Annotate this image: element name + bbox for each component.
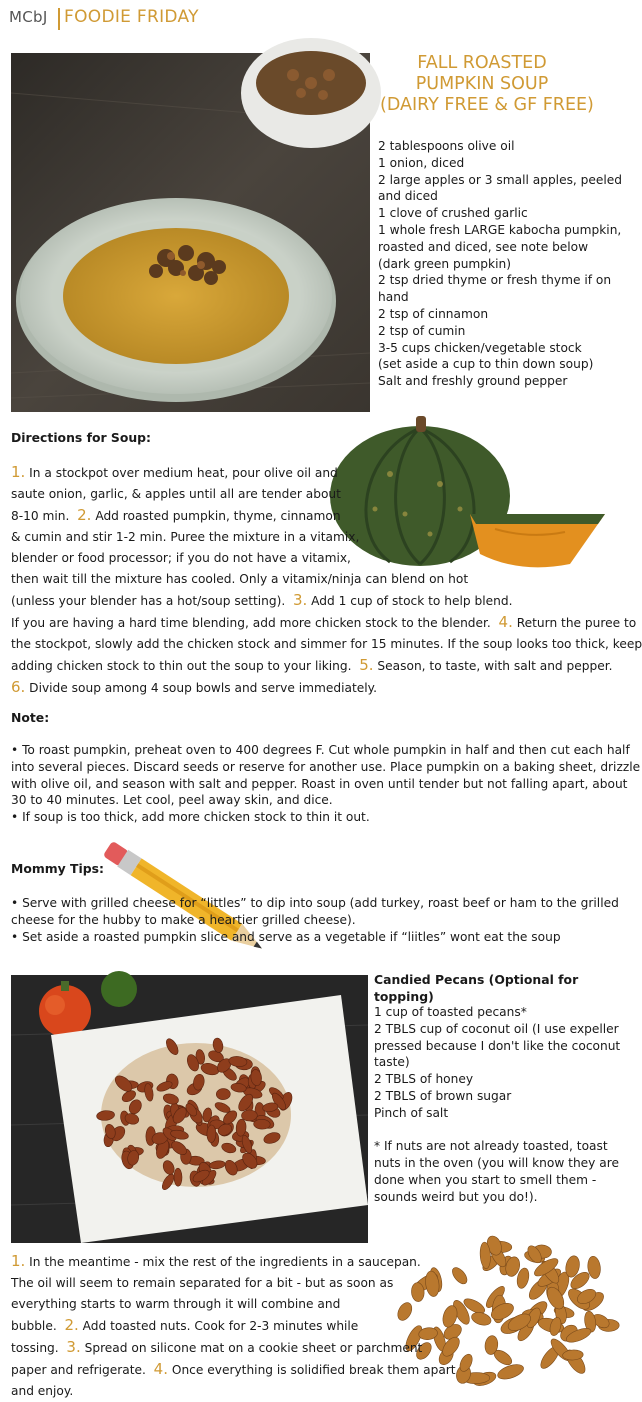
title-line-1: FALL ROASTED — [417, 53, 547, 73]
brand-name: MCbJ — [9, 8, 48, 26]
text-line — [11, 569, 609, 590]
header-divider — [58, 8, 60, 30]
pecan-icon — [470, 1310, 493, 1327]
recipe-title — [380, 53, 594, 116]
ingredient-line: 3-5 cups chicken/vegetable stock — [378, 340, 582, 355]
step-text: saute onion, garlic, & apples until all are tender about — [11, 487, 341, 501]
note-line: into several pieces. Discard seeds or reserve for another use. Place pumpkin on a baking sheet, drizzle — [11, 759, 641, 774]
step-text: If you are having a hard time blending, add more chicken stock to the blender. — [11, 616, 499, 630]
directions-body — [11, 462, 642, 699]
step-number: 2. — [77, 506, 92, 524]
text-line — [11, 1315, 451, 1337]
text-line — [11, 484, 609, 505]
pecan-line: * If nuts are not already toasted, toast — [374, 1139, 608, 1154]
pecan-icon — [216, 1088, 230, 1099]
tip-line: • Set aside a roasted pumpkin slice and serve as a vegetable if “liitles” wont eat the soup — [11, 929, 561, 944]
step-text: Add toasted nuts. Cook for 2-3 minutes while — [78, 1319, 359, 1333]
ingredient-line: 1 whole fresh LARGE kabocha pumpkin, — [378, 222, 622, 237]
pecans-ingredients — [374, 1004, 621, 1206]
pecan-line: done when you start to smell them - — [374, 1172, 597, 1187]
step-text: then wait till the mixture has cooled. Only a vitamix/ninja can blend on hot — [11, 572, 469, 586]
step-text: Add 1 cup of stock to help blend. — [307, 594, 513, 608]
step-text: The oil will seem to remain separated for a bit - but as soon as — [11, 1276, 394, 1290]
step-text: In a stockpot over medium heat, pour olive oil and — [25, 466, 338, 480]
text-line — [11, 548, 609, 569]
ingredient-line: 2 tsp of cumin — [378, 323, 466, 338]
pecan-line: taste) — [374, 1055, 410, 1070]
step-text: Spread on silicone mat on a cookie sheet or parchment — [80, 1341, 423, 1355]
step-number: 4. — [153, 1360, 168, 1378]
step-text: Once everything is solidified break them apart — [167, 1363, 456, 1377]
step-text: and enjoy. — [11, 1384, 74, 1398]
text-line — [11, 505, 609, 527]
text-line — [11, 1251, 451, 1273]
step-text: paper and refrigerate. — [11, 1363, 154, 1377]
text-line — [11, 1359, 456, 1381]
pecans-heading: Candied Pecans (Optional for topping) — [374, 972, 579, 1004]
tips-body — [11, 895, 619, 945]
series-title: FOODIE FRIDAY — [64, 7, 199, 27]
pecan-line: 2 TBLS of honey — [374, 1072, 474, 1087]
step-text: Return the puree to — [512, 616, 637, 630]
note-body — [11, 742, 641, 826]
ingredient-line: 1 onion, diced — [378, 155, 465, 170]
ingredient-line: (dark green pumpkin) — [378, 256, 511, 271]
tips-heading: Mommy Tips: — [11, 861, 104, 876]
step-number: 6. — [11, 678, 26, 696]
pecan-line: pressed because I don't like the coconut — [374, 1038, 621, 1053]
step-number: 1. — [11, 1252, 26, 1270]
step-number: 1. — [11, 463, 26, 481]
step-text: the stockpot, slowly add the chicken stock and simmer for 15 minutes. If the soup looks too thick, keep — [11, 637, 642, 651]
ingredient-line: hand — [378, 290, 409, 305]
step-number: 5. — [359, 656, 374, 674]
ingredient-line: 2 large apples or 3 small apples, peeled — [378, 172, 623, 187]
text-line — [11, 1337, 451, 1359]
step-text: Add roasted pumpkin, thyme, cinnamon — [91, 509, 341, 523]
pecan-icon — [450, 1265, 470, 1286]
text-line — [11, 1381, 451, 1402]
pecan-icon — [207, 1125, 216, 1143]
text-line — [11, 655, 613, 677]
step-text: & cumin and stir 1-2 min. Puree the mixture in a vitamix, — [11, 530, 360, 544]
step-text: bubble. — [11, 1319, 65, 1333]
note-line: 30 to 40 minutes. Let cool, peel away skin, and dice. — [11, 793, 333, 808]
step-number: 4. — [498, 613, 513, 631]
pecan-line: 1 cup of toasted pecans* — [374, 1005, 527, 1019]
pecan-line: Pinch of salt — [374, 1105, 449, 1120]
pecan-icon — [496, 1362, 526, 1382]
pecan-line: 2 TBLS of brown sugar — [374, 1088, 512, 1103]
note-heading: Note: — [11, 710, 50, 725]
pecans-steps — [11, 1251, 456, 1402]
text-line — [11, 527, 609, 548]
soup-bowl-photo — [11, 53, 370, 412]
step-text: tossing. — [11, 1341, 67, 1355]
ingredient-line: (set aside a cup to thin down soup) — [378, 357, 594, 372]
text-line — [11, 590, 609, 612]
ingredient-line: 2 tsp dried thyme or fresh thyme if on — [378, 273, 612, 288]
step-text: blender or food processor; if you do not have a vitamix, — [11, 551, 351, 565]
step-text: Season, to taste, with salt and pepper. — [373, 659, 613, 673]
step-text: 8-10 min. — [11, 509, 78, 523]
step-number: 2. — [64, 1316, 79, 1334]
pecan-icon — [174, 1168, 182, 1186]
ingredient-line: and diced — [378, 189, 438, 204]
tip-line: • Serve with grilled cheese for “littles” to dip into soup (add turkey, roast beef or ham to the grilled — [11, 896, 619, 910]
step-number: 3. — [66, 1338, 81, 1356]
candied-pecans-photo — [11, 975, 368, 1243]
title-line-3: (DAIRY FREE & GF FREE) — [380, 95, 594, 115]
note-line: with olive oil, and season with salt and pepper. Roast in oven until tender but not falling apart, about — [11, 776, 628, 791]
title-line-2: PUMPKIN SOUP — [415, 74, 549, 94]
step-number: 3. — [293, 591, 308, 609]
ingredient-line: 2 tsp of cinnamon — [378, 306, 489, 321]
ingredient-line: roasted and diced, see note below — [378, 239, 589, 254]
step-text: adding chicken stock to thin out the soup to your liking. — [11, 659, 360, 673]
pecan-line: 2 TBLS cup of coconut oil (I use expeller — [374, 1021, 619, 1036]
step-text: In the meantime - mix the rest of the ingredients in a saucepan. — [25, 1255, 421, 1269]
text-line — [11, 1294, 451, 1315]
text-line — [11, 1273, 451, 1294]
ingredients-list — [378, 138, 623, 390]
text-line — [11, 634, 642, 655]
text-line — [11, 612, 637, 634]
text-line — [11, 462, 609, 484]
pecan-line: nuts in the oven (you will know they are — [374, 1156, 619, 1171]
note-line: • If soup is too thick, add more chicken stock to thin it out. — [11, 810, 370, 825]
step-text: Divide soup among 4 soup bowls and serve immediately. — [25, 681, 377, 695]
directions-heading: Directions for Soup: — [11, 430, 151, 445]
note-line: • To roast pumpkin, preheat oven to 400 degrees F. Cut whole pumpkin in half and then cut each half — [11, 743, 630, 757]
tip-line: cheese for the hubby to make a heartier grilled cheese). — [11, 912, 356, 927]
ingredient-line: 1 clove of crushed garlic — [378, 206, 528, 221]
step-text: everything starts to warm through it will combine and — [11, 1297, 341, 1311]
ingredient-line: 2 tablespoons olive oil — [378, 139, 515, 153]
ingredient-line: Salt and freshly ground pepper — [378, 374, 568, 389]
pecan-line: sounds weird but you do!). — [374, 1189, 538, 1204]
pecan-line — [374, 1122, 612, 1139]
text-line — [11, 677, 609, 699]
step-text: (unless your blender has a hot/soup setting). — [11, 594, 293, 608]
